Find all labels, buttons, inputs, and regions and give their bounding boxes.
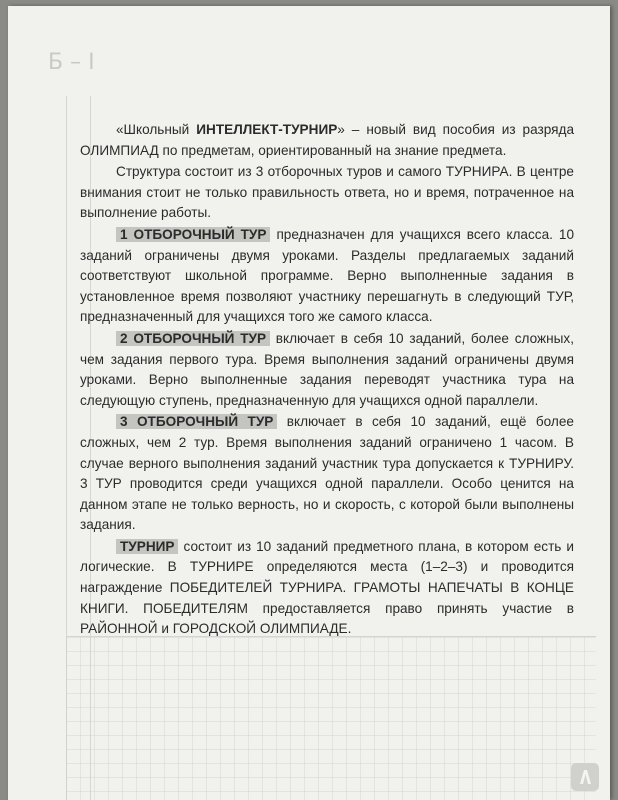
paragraph-round-2: 2 ОТБОРОЧНЫЙ ТУР включает в себя 10 заданий, более сложных, чем задания первого тура. Время выполнения заданий ограничены двумя уроками. Верно выполненные задания переводят участника тура на следующую ступень, предназначенную для учащихся одной параллели. [80,330,574,408]
paragraph-tournament: ТУРНИР состоит из 10 заданий предметного плана, в котором есть и логические. В ТУРНИРЕ определяются места (1–2–3) и проводится награждение ПОБЕДИТЕЛЕЙ ТУРНИРА. ГРАМОТЫ НАПЕЧАТЫ В КОНЦЕ КНИГИ. ПОБЕДИТЕЛЯМ предоставляется право принять участие в РАЙОННОЙ и ГОРОДСКОЙ ОЛИМПИАДЕ. [80,538,574,637]
document-page [8,6,610,800]
round-2-heading: 2 ОТБОРОЧНЫЙ ТУР [116,331,270,346]
paragraph-structure: Структура состоит из 3 отборочных туров и самого ТУРНИРА. В центре внимания стоит не только правильность ответа, но и время, потраченное на выполнение работы. [80,164,574,221]
round-1-heading: 1 ОТБОРОЧНЫЙ ТУР [116,227,270,242]
labirint-logo-icon [570,762,600,792]
document-body [80,120,574,641]
paragraph-round-1: 1 ОТБОРОЧНЫЙ ТУР предназначен для учащихся всего класса. 10 заданий ограничены двумя уроками. Разделы предлагаемых заданий соответствуют школьной программе. Верно выполненные задания в установленное время позволяют участнику перешагнуть в следующий ТУР, предназначенный для учащихся того же самого класса. [80,226,575,325]
round-3-heading: 3 ОТБОРОЧНЫЙ ТУР [116,414,277,429]
tournament-heading: ТУРНИР [116,539,178,554]
show-through-corner-label: Б – I [48,50,95,75]
paragraph-round-3: 3 ОТБОРОЧНЫЙ ТУР включает в себя 10 заданий, ещё более сложных, чем 2 тур. Время выполнения заданий ограничено 1 часом. В случае верного выполнения заданий участник тура допускается к ТУРНИРУ. 3 ТУР проводится среди учащихся одной параллели. Особо ценится на данном этапе не только верность, но и скорость, с которой были выполнены задания. [80,414,574,533]
show-through-grid [66,636,596,800]
paragraph-intro: «Школьный ИНТЕЛЛЕКТ-ТУРНИР» – новый вид пособия из разряда ОЛИМПИАД по предметам, ориентированный на знание предмета. [80,122,575,158]
